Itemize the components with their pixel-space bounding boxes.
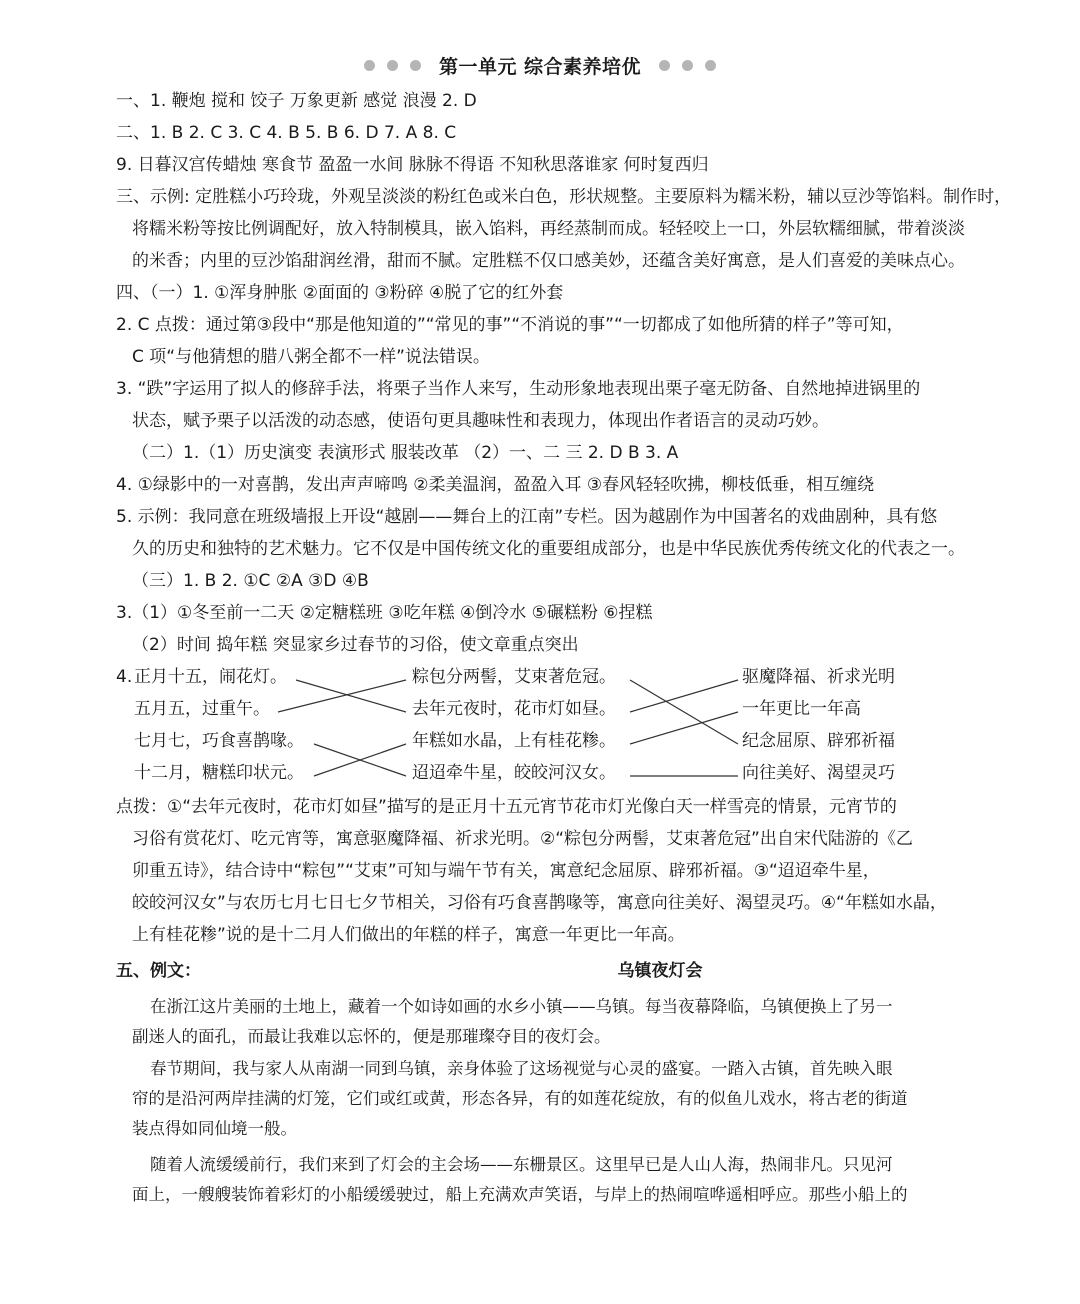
match-col2-item: 去年元夜时，花市灯如昼。 bbox=[412, 699, 616, 719]
section-header bbox=[0, 48, 1080, 82]
essay-label: 五、例文： bbox=[116, 961, 201, 981]
answer-line-11: 状态，赋予栗子以活泼的动态感，使语句更具趣味性和表现力，体现出作者语言的灵动巧妙。 bbox=[132, 411, 829, 431]
connector-line bbox=[314, 744, 406, 776]
answer-line-10: 3. “跌”字运用了拟人的修辞手法，将栗子当作人来写，生动形象地表现出栗子毫无防备、自然地掉进锅里的 bbox=[116, 379, 921, 399]
answer-line-15: 久的历史和独特的艺术魅力。它不仅是中国传统文化的重要组成部分，也是中华民族优秀传统文化的代表之一。 bbox=[132, 539, 965, 559]
header-dots-right bbox=[659, 60, 716, 71]
connector-line bbox=[296, 680, 406, 712]
answer-line-4: 三、示例: 定胜糕小巧玲珑，外观呈淡淡的粉红色或米白色，形状规整。主要原料为糯米粉，辅以豆沙等馅料。制作时， bbox=[116, 187, 1012, 207]
dot-icon bbox=[410, 60, 421, 71]
essay-line: 装点得如同仙境一般。 bbox=[132, 1119, 297, 1138]
dot-icon bbox=[387, 60, 398, 71]
answer-line-6: 的米香；内里的豆沙馅甜润丝滑，甜而不腻。定胜糕不仅口感美妙，还蕴含美好寓意，是人们喜爱的美味点心。 bbox=[132, 251, 965, 271]
match-col1-item: 七月七，巧食喜鹊喙。 bbox=[134, 731, 304, 751]
match-col2-item: 粽包分两髻，艾束著危冠。 bbox=[412, 667, 616, 687]
answer-line-5: 将糯米粉等按比例调配好，放入特制模具，嵌入馅料，再经蒸制而成。轻轻咬上一口，外层软糯细腻，带着淡淡 bbox=[132, 219, 965, 239]
answer-line-7: 四、（一）1. ①浑身肿胀 ②面面的 ③粉碎 ④脱了它的红外套 bbox=[116, 283, 564, 303]
tip-line-2: 习俗有赏花灯、吃元宵等，寓意驱魔降福、祈求光明。②“粽包分两髻，艾束著危冠”出自宋代陆游的《乙 bbox=[132, 829, 913, 849]
essay-line: 在浙江这片美丽的土地上，藏着一个如诗如画的水乡小镇——乌镇。每当夜幕降临，乌镇便换上了另一 bbox=[150, 997, 893, 1016]
connector-line bbox=[630, 712, 738, 744]
match-col2-item: 迢迢牵牛星，皎皎河汉女。 bbox=[412, 763, 616, 783]
dot-icon bbox=[364, 60, 375, 71]
connector-line bbox=[630, 680, 738, 712]
match-col3-item: 一年更比一年高 bbox=[742, 699, 861, 719]
essay-line: 春节期间，我与家人从南湖一同到乌镇，亲身体验了这场视觉与心灵的盛宴。一踏入古镇，首先映入眼 bbox=[150, 1059, 893, 1078]
match-col1-item: 正月十五，闹花灯。 bbox=[134, 667, 287, 687]
answer-line-12: （二）1.（1）历史演变 表演形式 服装改革 （2）一、二 三 2. D B 3. A bbox=[132, 443, 679, 463]
connector-line bbox=[314, 744, 406, 776]
answer-line-14: 5. 示例：我同意在班级墙报上开设“越剧——舞台上的江南”专栏。因为越剧作为中国著名的戏曲剧种，具有悠 bbox=[116, 507, 938, 527]
essay-title: 乌镇夜灯会 bbox=[617, 961, 703, 981]
essay-line: 副迷人的面孔，而最让我难以忘怀的，便是那璀璨夺目的夜灯会。 bbox=[132, 1027, 611, 1046]
tip-line-4: 皎皎河汉女”与农历七月七日七夕节相关，习俗有巧食喜鹊喙等，寓意向往美好、渴望灵巧。④“年糕如水晶， bbox=[132, 893, 947, 913]
answer-line-1: 一、1. 鞭炮 搅和 饺子 万象更新 感觉 浪漫 2. D bbox=[116, 91, 477, 111]
match-col3-item: 驱魔降福、祈求光明 bbox=[742, 667, 895, 687]
connector-line bbox=[278, 680, 406, 712]
answer-line-16: （三）1. B 2. ①C ②A ③D ④B bbox=[132, 571, 369, 591]
match-col3-item: 向往美好、渴望灵巧 bbox=[742, 763, 895, 783]
tip-line-5: 上有桂花糁”说的是十二月人们做出的年糕的样子，寓意一年更比一年高。 bbox=[132, 925, 685, 945]
essay-line: 面上，一艘艘装饰着彩灯的小船缓缓驶过，船上充满欢声笑语，与岸上的热闹喧哗遥相呼应。那些小船上的 bbox=[132, 1185, 908, 1204]
answer-line-13: 4. ①绿影中的一对喜鹊，发出声声啼鸣 ②柔美温润，盈盈入耳 ③春风轻轻吹拂，柳枝低垂，相互缠绕 bbox=[116, 475, 875, 495]
matching-label: 4. bbox=[116, 667, 133, 687]
answer-line-9: C 项“与他猜想的腊八粥全都不一样”说法错误。 bbox=[132, 347, 490, 367]
match-col1-item: 十二月，糖糕印状元。 bbox=[134, 763, 304, 783]
dot-icon bbox=[659, 60, 670, 71]
answer-line-8: 2. C 点拨：通过第③段中“那是他知道的”“常见的事”“不消说的事”“一切都成了如他所猜的样子”等可知， bbox=[116, 315, 904, 335]
connector-line bbox=[630, 680, 738, 744]
tip-line-1: 点拨：①“去年元夜时，花市灯如昼”描写的是正月十五元宵节花市灯光像白天一样雪亮的情景，元宵节的 bbox=[116, 797, 897, 817]
page-title: 第一单元 综合素养培优 bbox=[438, 55, 642, 78]
answer-line-17: 3.（1）①冬至前一二天 ②定糖糕班 ③吃年糕 ④倒冷水 ⑤碾糕粉 ⑥捏糕 bbox=[116, 603, 653, 623]
match-col1-item: 五月五，过重午。 bbox=[134, 699, 270, 719]
match-col2-item: 年糕如水晶，上有桂花糁。 bbox=[412, 731, 616, 751]
dot-icon bbox=[682, 60, 693, 71]
tip-line-3: 卯重五诗》，结合诗中“粽包”“艾束”可知与端午节有关，寓意纪念屈原、辟邪祈福。③“迢迢牵牛星， bbox=[132, 861, 880, 881]
answer-line-2: 二、1. B 2. C 3. C 4. B 5. B 6. D 7. A 8. C bbox=[116, 123, 457, 143]
answer-line-18: （2）时间 捣年糕 突显家乡过春节的习俗，使文章重点突出 bbox=[132, 635, 579, 655]
essay-line: 随着人流缓缓前行，我们来到了灯会的主会场——东栅景区。这里早已是人山人海，热闹非凡。只见河 bbox=[150, 1155, 893, 1174]
essay-line: 帘的是沿河两岸挂满的灯笼，它们或红或黄，形态各异，有的如莲花绽放，有的似鱼儿戏水，将古老的街道 bbox=[132, 1089, 908, 1108]
match-col3-item: 纪念屈原、辟邪祈福 bbox=[742, 731, 895, 751]
dot-icon bbox=[705, 60, 716, 71]
header-dots-left bbox=[364, 60, 421, 71]
answer-line-3: 9. 日暮汉宫传蜡烛 寒食节 盈盈一水间 脉脉不得语 不知秋思落谁家 何时复西归 bbox=[116, 155, 709, 175]
